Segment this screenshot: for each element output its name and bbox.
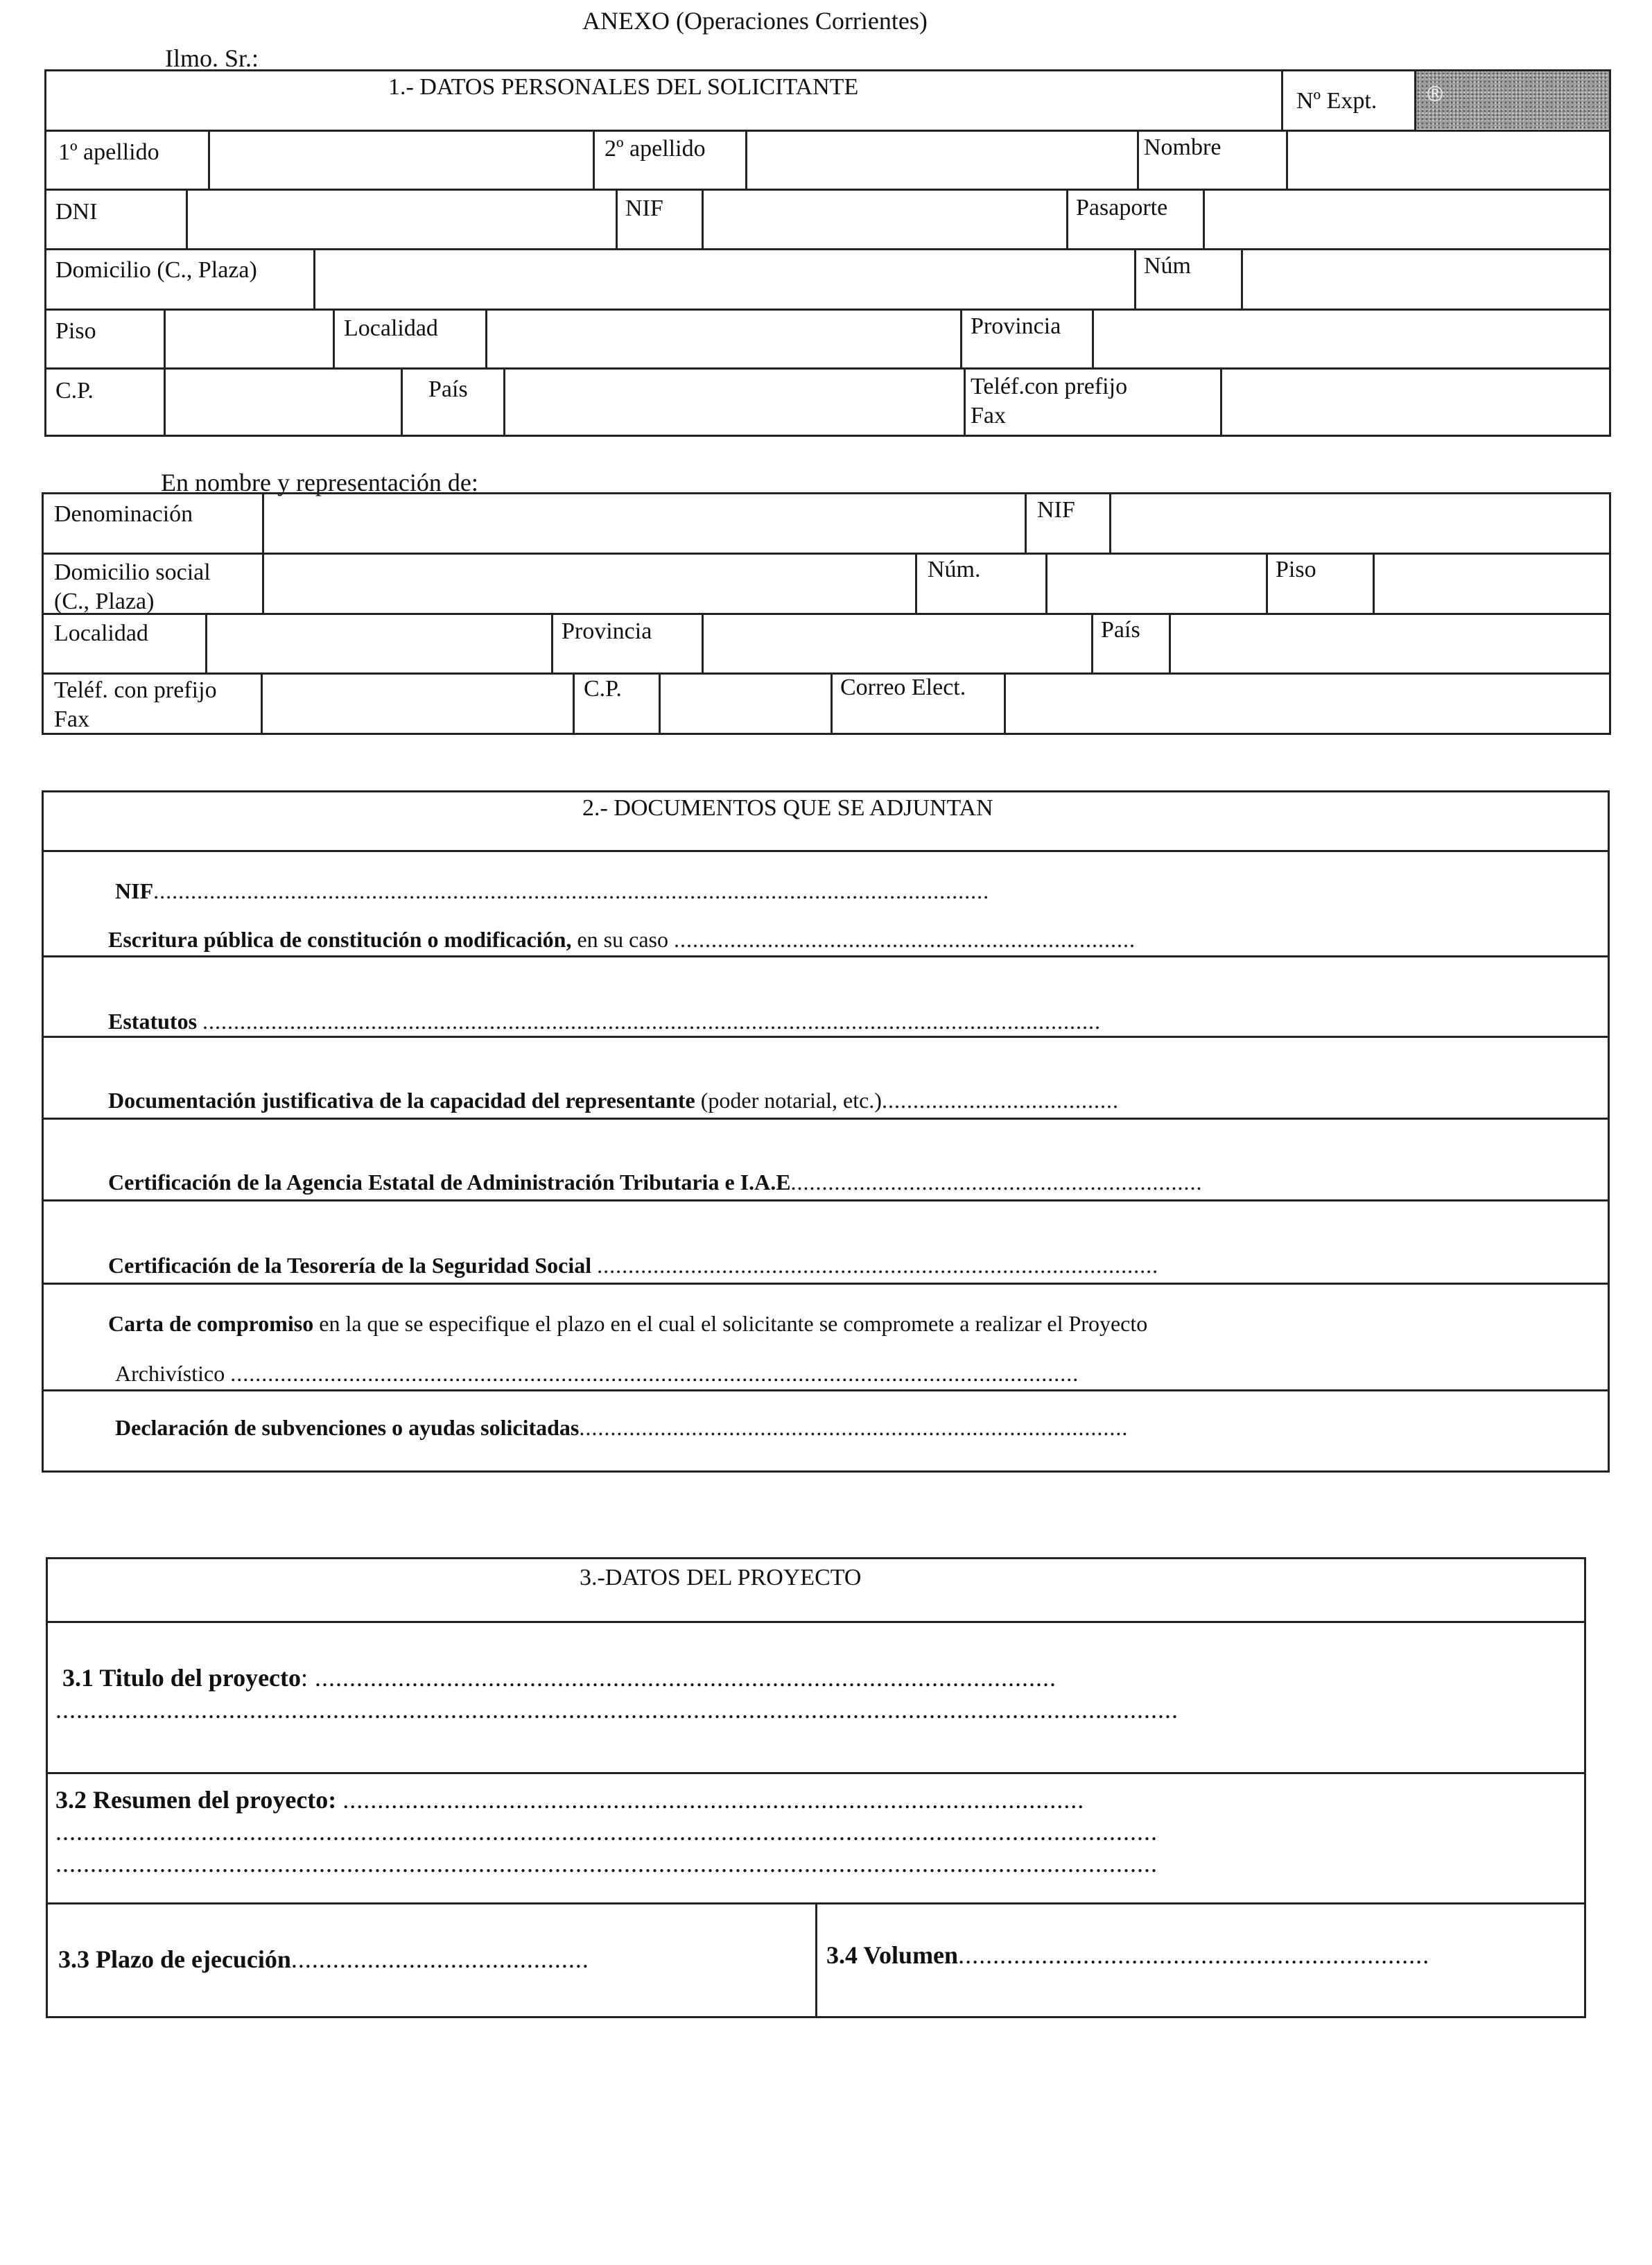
doc-item-estatutos-space (197, 1009, 202, 1034)
doc-item-aeat[interactable] (108, 1169, 1203, 1195)
rep-label-fax: Fax (54, 706, 89, 732)
titulo-field[interactable] (62, 1664, 1057, 1692)
plazo-field[interactable] (58, 1945, 589, 1973)
rep-num-field[interactable] (1048, 555, 1264, 611)
label-nif: NIF (625, 196, 663, 221)
label-apellido2: 2º apellido (605, 136, 706, 162)
rep-label-domicilio: Domicilio social (54, 559, 211, 585)
expt-label: Nº Expt. (1296, 88, 1377, 114)
representation-heading: En nombre y representación de: (161, 469, 478, 496)
piso-field[interactable] (166, 311, 331, 366)
label-fax: Fax (971, 403, 1006, 428)
section1-title: 1.- DATOS PERSONALES DEL SOLICITANTE (388, 74, 859, 100)
volumen-dots: .................................................................... (958, 1941, 1430, 1969)
label-pasaporte: Pasaporte (1076, 195, 1168, 220)
doc-item-escritura[interactable] (108, 926, 1136, 953)
telefono-field[interactable] (1223, 370, 1609, 435)
nif-field[interactable] (704, 191, 1064, 246)
titulo-dots-line1: ........................................................................................................... (315, 1664, 1057, 1692)
rep-cp-field[interactable] (661, 675, 828, 733)
doc-item-carta[interactable] (108, 1310, 1147, 1337)
label-piso: Piso (55, 318, 96, 344)
resumen-dots-line1: ........................................................................................................... (342, 1786, 1085, 1814)
pais-field[interactable] (506, 370, 962, 435)
section2-title: 2.- DOCUMENTOS QUE SE ADJUNTAN (582, 795, 993, 821)
doc-item-tesoreria-label: Certificación de la Tesorería de la Seguridad Social (108, 1253, 592, 1278)
provincia-field[interactable] (1095, 311, 1609, 366)
label-telefono: Teléf.con prefijo (971, 374, 1128, 399)
doc-item-declaracion-dots: ........................................................................................ (579, 1415, 1129, 1440)
nombre-field[interactable] (1289, 132, 1609, 187)
doc-item-capacidad-dots: ...................................... (881, 1088, 1119, 1113)
label-dni: DNI (55, 199, 98, 225)
resumen-dots-line2: ............................................................................................................................................................... (55, 1818, 1158, 1846)
doc-item-carta-note: en la que se especifique el plazo en el cual el solicitante se compromete a realizar el Proyecto (313, 1311, 1148, 1336)
doc-item-estatutos-dots: ................................................................................................................................................ (202, 1009, 1102, 1034)
apellido1-field[interactable] (211, 132, 591, 187)
doc-item-estatutos[interactable] (108, 1008, 1101, 1034)
rep-provincia-field[interactable] (704, 615, 1089, 670)
doc-item-aeat-label: Certificación de la Agencia Estatal de Administración Tributaria e I.A.E (108, 1170, 791, 1195)
volumen-field[interactable] (826, 1941, 1429, 1969)
doc-item-estatutos-label: Estatutos (108, 1009, 198, 1034)
rep-label-num: Núm. (928, 557, 981, 582)
rep-denominacion-field[interactable] (265, 494, 1023, 550)
label-domicilio: Domicilio (C., Plaza) (55, 257, 257, 283)
resumen-dots-line3: ............................................................................................................................................................... (55, 1850, 1158, 1877)
titulo-line2[interactable] (55, 1696, 1179, 1724)
rep-label-piso: Piso (1276, 557, 1316, 582)
rep-label-nif: NIF (1037, 497, 1075, 523)
titulo-colon: : (301, 1664, 309, 1692)
resumen-field[interactable] (55, 1786, 1084, 1814)
doc-item-declaracion[interactable] (115, 1414, 1128, 1441)
doc-item-aeat-dots: .................................................................. (790, 1170, 1203, 1195)
doc-item-archivistico-dots: ........................................................................................................................................ (230, 1361, 1079, 1386)
expt-field[interactable] (1346, 76, 1413, 125)
doc-item-escritura-dots: .......................................................................... (673, 927, 1136, 952)
rep-localidad-field[interactable] (208, 615, 549, 670)
rep-label-provincia: Provincia (562, 618, 652, 644)
section3-title: 3.-DATOS DEL PROYECTO (580, 1565, 862, 1590)
resumen-label: 3.2 Resumen del proyecto: (55, 1786, 337, 1814)
doc-item-archivistico-label: Archivístico (115, 1361, 231, 1386)
label-pais: País (428, 376, 468, 402)
resumen-line2[interactable] (55, 1818, 1158, 1846)
label-provincia: Provincia (971, 313, 1061, 339)
rep-nif-field[interactable] (1112, 494, 1609, 550)
dni-field[interactable] (189, 191, 614, 246)
localidad-field[interactable] (488, 311, 958, 366)
rep-domicilio-field[interactable] (265, 555, 913, 611)
doc-item-tesoreria-space (591, 1253, 597, 1278)
doc-item-capacidad-label: Documentación justificativa de la capacidad del representante (108, 1088, 695, 1113)
pasaporte-field[interactable] (1206, 191, 1609, 246)
cp-field[interactable] (166, 370, 399, 435)
plazo-dots: ........................................... (290, 1945, 589, 1973)
document-title: ANEXO (Operaciones Corrientes) (582, 7, 928, 35)
doc-item-escritura-label: Escritura pública de constitución o modificación, (108, 927, 572, 952)
doc-item-capacidad[interactable] (108, 1087, 1119, 1113)
rep-label-plaza: (C., Plaza) (54, 589, 155, 614)
doc-item-carta-label: Carta de compromiso (108, 1311, 314, 1336)
label-apellido1: 1º apellido (58, 139, 159, 165)
doc-item-archivistico[interactable] (115, 1360, 1079, 1387)
num-field[interactable] (1244, 250, 1609, 306)
resumen-line3[interactable] (55, 1850, 1158, 1877)
doc-item-nif-dots: ...................................................................................................................................... (153, 878, 990, 903)
apellido2-field[interactable] (748, 132, 1135, 187)
stamp-mark: ® (1425, 83, 1445, 107)
registry-stamp (1416, 71, 1609, 129)
doc-item-declaracion-label: Declaración de subvenciones o ayudas solicitadas (115, 1415, 580, 1440)
salutation: Ilmo. Sr.: (165, 44, 259, 72)
volumen-label: 3.4 Volumen (826, 1941, 959, 1969)
doc-item-nif-label: NIF (115, 878, 154, 903)
rep-label-correo: Correo Elect. (840, 675, 966, 700)
rep-label-cp: C.P. (584, 676, 622, 702)
rep-label-denominacion: Denominación (54, 501, 193, 527)
rep-pais-field[interactable] (1172, 615, 1609, 670)
label-num: Núm (1144, 253, 1191, 279)
label-nombre: Nombre (1144, 134, 1221, 160)
titulo-label: 3.1 Titulo del proyecto (62, 1664, 302, 1692)
doc-item-capacidad-note: (poder notarial, etc.) (695, 1088, 882, 1113)
doc-item-tesoreria[interactable] (108, 1252, 1158, 1278)
rep-label-localidad: Localidad (54, 621, 148, 646)
plazo-label: 3.3 Plazo de ejecución (58, 1945, 291, 1973)
rep-piso-field[interactable] (1375, 555, 1609, 611)
label-localidad: Localidad (344, 315, 438, 341)
domicilio-field[interactable] (316, 250, 1132, 306)
doc-item-nif[interactable] (115, 878, 989, 904)
doc-item-escritura-note: en su caso (571, 927, 674, 952)
doc-item-tesoreria-dots: .......................................................................................... (597, 1253, 1159, 1278)
rep-correo-field[interactable] (1007, 675, 1609, 733)
rep-label-telefono: Teléf. con prefijo (54, 677, 217, 703)
rep-label-pais: País (1101, 617, 1140, 643)
label-cp: C.P. (55, 378, 94, 403)
rep-telefono-field[interactable] (263, 675, 571, 733)
titulo-dots-line2: .................................................................................................................................................................. (55, 1696, 1179, 1724)
